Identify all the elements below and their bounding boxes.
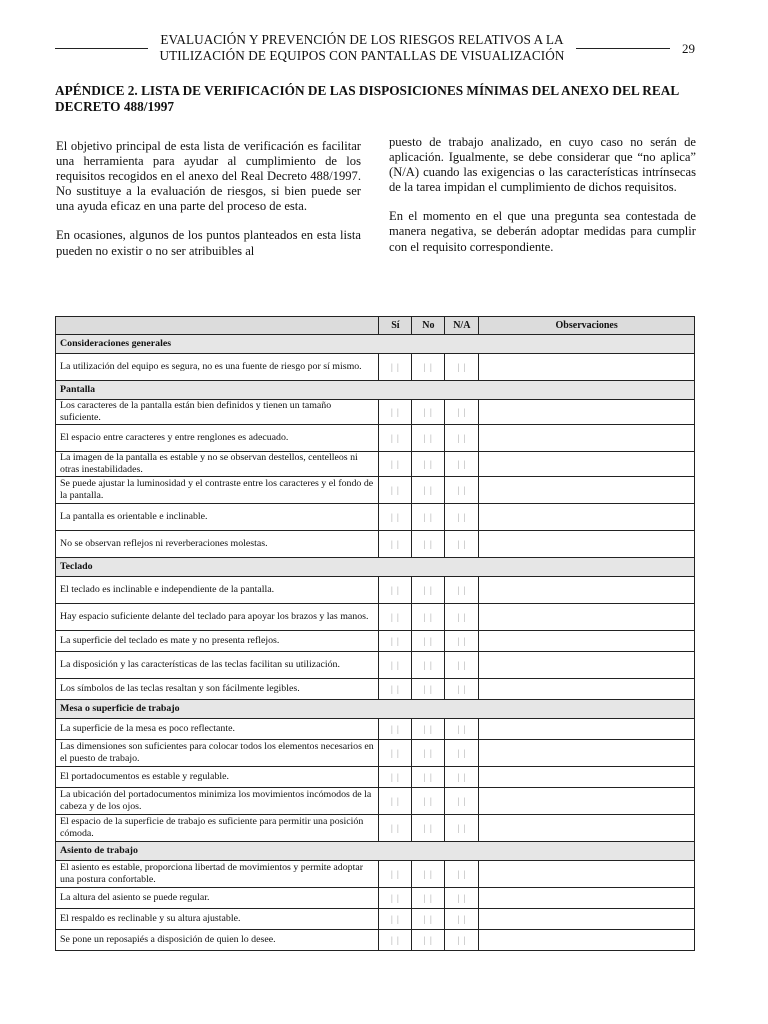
- observations-cell[interactable]: [479, 909, 695, 930]
- checklist-question: La disposición y las características de las teclas facilitan su utilización.: [56, 652, 379, 679]
- intro-paragraph-2: En ocasiones, algunos de los puntos planteados en esta lista pueden no existir o no ser atribuibles al: [56, 228, 361, 258]
- observations-cell[interactable]: [479, 452, 695, 477]
- section-row: [56, 335, 695, 354]
- checklist-question: El asiento es estable, proporciona libertad de movimientos y permite adoptar una postura confortable.: [56, 861, 379, 888]
- checklist-row: [56, 425, 695, 452]
- section-title: Pantalla: [56, 381, 695, 400]
- checkbox-na[interactable]: | |: [445, 604, 479, 631]
- observations-cell[interactable]: [479, 740, 695, 767]
- observations-cell[interactable]: [479, 767, 695, 788]
- section-row: [56, 700, 695, 719]
- checklist-row: [56, 531, 695, 558]
- checklist-question: La superficie de la mesa es poco reflectante.: [56, 719, 379, 740]
- checkbox-na[interactable]: | |: [445, 652, 479, 679]
- checklist-row: [56, 354, 695, 381]
- checkbox-yes[interactable]: | |: [379, 861, 412, 888]
- checklist-question: El espacio entre caracteres y entre renglones es adecuado.: [56, 425, 379, 452]
- checkbox-no[interactable]: | |: [412, 930, 445, 951]
- checkbox-na[interactable]: | |: [445, 719, 479, 740]
- checkbox-na[interactable]: | |: [445, 577, 479, 604]
- checklist-question: La altura del asiento se puede regular.: [56, 888, 379, 909]
- checkbox-no[interactable]: | |: [412, 631, 445, 652]
- observations-cell[interactable]: [479, 531, 695, 558]
- table-header-row: [56, 317, 695, 335]
- header-title-line2: UTILIZACIÓN DE EQUIPOS CON PANTALLAS DE VISUALIZACIÓN: [159, 47, 565, 63]
- checklist-question: La utilización del equipo es segura, no es una fuente de riesgo por sí mismo.: [56, 354, 379, 381]
- checkbox-yes[interactable]: | |: [379, 815, 412, 842]
- observations-cell[interactable]: [479, 354, 695, 381]
- checklist-row: [56, 909, 695, 930]
- observations-cell[interactable]: [479, 788, 695, 815]
- checkbox-yes[interactable]: | |: [379, 400, 412, 425]
- observations-cell[interactable]: [479, 815, 695, 842]
- checkbox-na[interactable]: | |: [445, 767, 479, 788]
- checkbox-na[interactable]: | |: [445, 815, 479, 842]
- checklist-row: [56, 930, 695, 951]
- section-row: [56, 381, 695, 400]
- checklist-row: [56, 861, 695, 888]
- checklist-row: [56, 740, 695, 767]
- checklist-question: La ubicación del portadocumentos minimiza los movimientos incómodos de la cabeza y de los ojos.: [56, 788, 379, 815]
- observations-cell[interactable]: [479, 652, 695, 679]
- checkbox-yes[interactable]: | |: [379, 652, 412, 679]
- checkbox-yes[interactable]: | |: [379, 504, 412, 531]
- checklist-question: Se puede ajustar la luminosidad y el contraste entre los caracteres y el fondo de la pantalla.: [56, 477, 379, 504]
- checkbox-yes[interactable]: | |: [379, 631, 412, 652]
- checkbox-no[interactable]: | |: [412, 909, 445, 930]
- observations-cell[interactable]: [479, 504, 695, 531]
- checkbox-no[interactable]: | |: [412, 767, 445, 788]
- checkbox-yes[interactable]: | |: [379, 452, 412, 477]
- checklist-row: [56, 767, 695, 788]
- checklist-row: [56, 815, 695, 842]
- checkbox-na[interactable]: | |: [445, 354, 479, 381]
- header-observations: Observaciones: [479, 317, 695, 335]
- checkbox-no[interactable]: | |: [412, 815, 445, 842]
- section-row: [56, 842, 695, 861]
- observations-cell[interactable]: [479, 888, 695, 909]
- observations-cell[interactable]: [479, 631, 695, 652]
- observations-cell[interactable]: [479, 679, 695, 700]
- section-title: Consideraciones generales: [56, 335, 695, 354]
- checkbox-yes[interactable]: | |: [379, 679, 412, 700]
- checkbox-yes[interactable]: | |: [379, 930, 412, 951]
- checklist-question: La imagen de la pantalla es estable y no se observan destellos, centelleos ni otras inestabilidades.: [56, 452, 379, 477]
- checkbox-na[interactable]: | |: [445, 425, 479, 452]
- checklist-question: Los símbolos de las teclas resaltan y son fácilmente legibles.: [56, 679, 379, 700]
- checkbox-no[interactable]: | |: [412, 425, 445, 452]
- checklist-row: [56, 452, 695, 477]
- intro-left-column: [56, 139, 361, 273]
- checklist-row: [56, 400, 695, 425]
- checkbox-yes[interactable]: | |: [379, 888, 412, 909]
- checkbox-yes[interactable]: | |: [379, 425, 412, 452]
- checkbox-na[interactable]: | |: [445, 788, 479, 815]
- checklist-row: [56, 477, 695, 504]
- intro-paragraph-3: puesto de trabajo analizado, en cuyo caso no serán de aplicación. Igualmente, se debe considerar que “no aplica” (N/A) cuando las exigencias o las características intrínsecas de la tarea impidan el cumplimiento de dichos requisitos.: [389, 135, 696, 195]
- checklist-row: [56, 652, 695, 679]
- checkbox-no[interactable]: | |: [412, 354, 445, 381]
- checklist-question: La superficie del teclado es mate y no presenta reflejos.: [56, 631, 379, 652]
- checklist-question: Los caracteres de la pantalla están bien definidos y tienen un tamaño suficiente.: [56, 400, 379, 425]
- checkbox-na[interactable]: | |: [445, 504, 479, 531]
- intro-paragraph-1: El objetivo principal de esta lista de verificación es facilitar una herramienta para ayudar al cumplimiento de los requisitos recogidos en el anexo del Real Decreto 488/1997. No sustituye a la evaluación de riesgos, si bien puede ser una ayuda eficaz en una parte del proceso de esta.: [56, 139, 361, 214]
- checkbox-yes[interactable]: | |: [379, 909, 412, 930]
- checklist-question: No se observan reflejos ni reverberaciones molestas.: [56, 531, 379, 558]
- observations-cell[interactable]: [479, 604, 695, 631]
- checklist-row: [56, 788, 695, 815]
- checkbox-no[interactable]: | |: [412, 577, 445, 604]
- observations-cell[interactable]: [479, 400, 695, 425]
- header-no: No: [412, 317, 445, 335]
- checklist-question: El portadocumentos es estable y regulable.: [56, 767, 379, 788]
- header-question: [56, 317, 379, 335]
- checkbox-no[interactable]: | |: [412, 888, 445, 909]
- observations-cell[interactable]: [479, 577, 695, 604]
- checkbox-yes[interactable]: | |: [379, 788, 412, 815]
- checkbox-na[interactable]: | |: [445, 531, 479, 558]
- checkbox-na[interactable]: | |: [445, 400, 479, 425]
- running-header: [150, 32, 574, 63]
- checkbox-na[interactable]: | |: [445, 930, 479, 951]
- intro-paragraph-4: En el momento en el que una pregunta sea contestada de manera negativa, se deberán adoptar medidas para cumplir con el requisito correspondiente.: [389, 209, 696, 254]
- appendix-title: APÉNDICE 2. LISTA DE VERIFICACIÓN DE LAS DISPOSICIONES MÍNIMAS DEL ANEXO DEL REAL DECRETO 488/1997: [55, 83, 679, 114]
- checklist-row: [56, 888, 695, 909]
- checkbox-yes[interactable]: | |: [379, 531, 412, 558]
- checkbox-yes[interactable]: | |: [379, 477, 412, 504]
- checkbox-no[interactable]: | |: [412, 652, 445, 679]
- observations-cell[interactable]: [479, 425, 695, 452]
- checkbox-na[interactable]: | |: [445, 909, 479, 930]
- checkbox-yes[interactable]: | |: [379, 740, 412, 767]
- checkbox-no[interactable]: | |: [412, 861, 445, 888]
- checkbox-yes[interactable]: | |: [379, 354, 412, 381]
- checkbox-no[interactable]: | |: [412, 679, 445, 700]
- checkbox-na[interactable]: | |: [445, 452, 479, 477]
- section-title: Teclado: [56, 558, 695, 577]
- observations-cell[interactable]: [479, 930, 695, 951]
- checklist-row: [56, 719, 695, 740]
- checkbox-no[interactable]: | |: [412, 531, 445, 558]
- header-yes: Sí: [379, 317, 412, 335]
- checklist-question: El teclado es inclinable e independiente de la pantalla.: [56, 577, 379, 604]
- checklist-question: Las dimensiones son suficientes para colocar todos los elementos necesarios en el puesto de trabajo.: [56, 740, 379, 767]
- checkbox-yes[interactable]: | |: [379, 719, 412, 740]
- observations-cell[interactable]: [479, 477, 695, 504]
- header-rule-left: [55, 48, 148, 49]
- checklist-question: Hay espacio suficiente delante del teclado para apoyar los brazos y las manos.: [56, 604, 379, 631]
- checkbox-no[interactable]: | |: [412, 477, 445, 504]
- header-na: N/A: [445, 317, 479, 335]
- checkbox-yes[interactable]: | |: [379, 604, 412, 631]
- checklist-table: [55, 316, 695, 951]
- checkbox-na[interactable]: | |: [445, 477, 479, 504]
- observations-cell[interactable]: [479, 861, 695, 888]
- checklist-question: Se pone un reposapiés a disposición de quien lo desee.: [56, 930, 379, 951]
- observations-cell[interactable]: [479, 719, 695, 740]
- checkbox-na[interactable]: | |: [445, 631, 479, 652]
- checkbox-no[interactable]: | |: [412, 719, 445, 740]
- checklist-row: [56, 631, 695, 652]
- header-rule-right: [576, 48, 670, 49]
- header-title-line1: EVALUACIÓN Y PREVENCIÓN DE LOS RIESGOS RELATIVOS A LA: [160, 32, 564, 47]
- checklist-question: El respaldo es reclinable y su altura ajustable.: [56, 909, 379, 930]
- checkbox-no[interactable]: | |: [412, 740, 445, 767]
- section-title: Mesa o superficie de trabajo: [56, 700, 695, 719]
- checkbox-na[interactable]: | |: [445, 861, 479, 888]
- checklist-row: [56, 604, 695, 631]
- page-number: 29: [682, 41, 695, 56]
- checkbox-na[interactable]: | |: [445, 679, 479, 700]
- section-row: [56, 558, 695, 577]
- checklist-row: [56, 577, 695, 604]
- checkbox-no[interactable]: | |: [412, 788, 445, 815]
- checklist-row: [56, 504, 695, 531]
- checklist-body: [56, 335, 695, 951]
- checklist-question: El espacio de la superficie de trabajo es suficiente para permitir una posición cómoda.: [56, 815, 379, 842]
- checkbox-na[interactable]: | |: [445, 888, 479, 909]
- checkbox-no[interactable]: | |: [412, 452, 445, 477]
- checkbox-no[interactable]: | |: [412, 400, 445, 425]
- intro-right-column: [389, 135, 696, 269]
- checkbox-na[interactable]: | |: [445, 740, 479, 767]
- checkbox-no[interactable]: | |: [412, 504, 445, 531]
- checkbox-no[interactable]: | |: [412, 604, 445, 631]
- checklist-row: [56, 679, 695, 700]
- section-title: Asiento de trabajo: [56, 842, 695, 861]
- checkbox-yes[interactable]: | |: [379, 767, 412, 788]
- checklist-question: La pantalla es orientable e inclinable.: [56, 504, 379, 531]
- checkbox-yes[interactable]: | |: [379, 577, 412, 604]
